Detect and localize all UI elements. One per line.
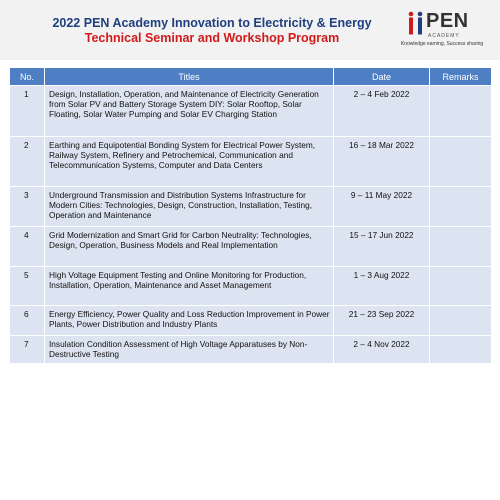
row-title: Grid Modernization and Smart Grid for Carbon Neutrality: Technologies, Design, Operation, Business Models and Real Implementation <box>45 227 334 267</box>
row-title: Underground Transmission and Distribution Systems Infrastructure for Modern Cities: Technologies, Design, Construction, Installation, Testing, Operation and Maintenance <box>45 187 334 227</box>
column-header-titles: Titles <box>45 68 334 86</box>
row-remarks <box>430 267 492 306</box>
column-header-remarks: Remarks <box>430 68 492 86</box>
row-date: 1 – 3 Aug 2022 <box>334 267 430 306</box>
row-date: 16 – 18 Mar 2022 <box>334 137 430 187</box>
seminar-program-table <box>9 67 492 364</box>
row-remarks <box>430 227 492 267</box>
column-header-no: No. <box>10 68 45 86</box>
row-date: 9 – 11 May 2022 <box>334 187 430 227</box>
table-row <box>10 86 492 137</box>
page-header <box>0 0 500 60</box>
row-date: 21 – 23 Sep 2022 <box>334 306 430 336</box>
pen-academy-logo <box>392 10 492 52</box>
row-number: 4 <box>10 227 45 267</box>
row-number: 3 <box>10 187 45 227</box>
row-number: 1 <box>10 86 45 137</box>
row-remarks <box>430 137 492 187</box>
row-date: 2 – 4 Nov 2022 <box>334 336 430 364</box>
table-header-row <box>10 68 492 86</box>
table-row <box>10 267 492 306</box>
logo-wordmark: PEN <box>426 10 469 32</box>
row-number: 7 <box>10 336 45 364</box>
row-title: Energy Efficiency, Power Quality and Loss Reduction Improvement in Power Plants, Power Distribution and Industry Plants <box>45 306 334 336</box>
table-row <box>10 306 492 336</box>
row-remarks <box>430 306 492 336</box>
row-number: 5 <box>10 267 45 306</box>
row-date: 15 – 17 Jun 2022 <box>334 227 430 267</box>
row-remarks <box>430 336 492 364</box>
table-row <box>10 336 492 364</box>
row-date: 2 – 4 Feb 2022 <box>334 86 430 137</box>
row-title: Design, Installation, Operation, and Maintenance of Electricity Generation from Solar PV and Battery Storage System DIY: Solar Rooftop, Solar Floating, Solar Water Pumping and Solar EV Charging Station <box>45 86 334 137</box>
column-header-date: Date <box>334 68 430 86</box>
table-row <box>10 187 492 227</box>
people-figure-icon <box>407 11 425 37</box>
page-title: 2022 PEN Academy Innovation to Electricity & Energy <box>52 16 372 30</box>
row-title: Earthing and Equipotential Bonding System for Electrical Power System, Railway System, Refinery and Petrochemical, Communication and Telecommunication Systems, Computer and Data Centers <box>45 137 334 187</box>
logo-subtitle: ACADEMY <box>428 33 460 39</box>
row-title: High Voltage Equipment Testing and Online Monitoring for Production, Installation, Operation, Maintenance and Asset Management <box>45 267 334 306</box>
table-row <box>10 137 492 187</box>
logo-tagline: Knowledge earning, Success sharing <box>400 41 484 47</box>
row-remarks <box>430 187 492 227</box>
row-number: 6 <box>10 306 45 336</box>
row-title: Insulation Condition Assessment of High Voltage Apparatuses by Non-Destructive Testing <box>45 336 334 364</box>
page-subtitle: Technical Seminar and Workshop Program <box>84 31 340 45</box>
table-row <box>10 227 492 267</box>
row-remarks <box>430 86 492 137</box>
row-number: 2 <box>10 137 45 187</box>
